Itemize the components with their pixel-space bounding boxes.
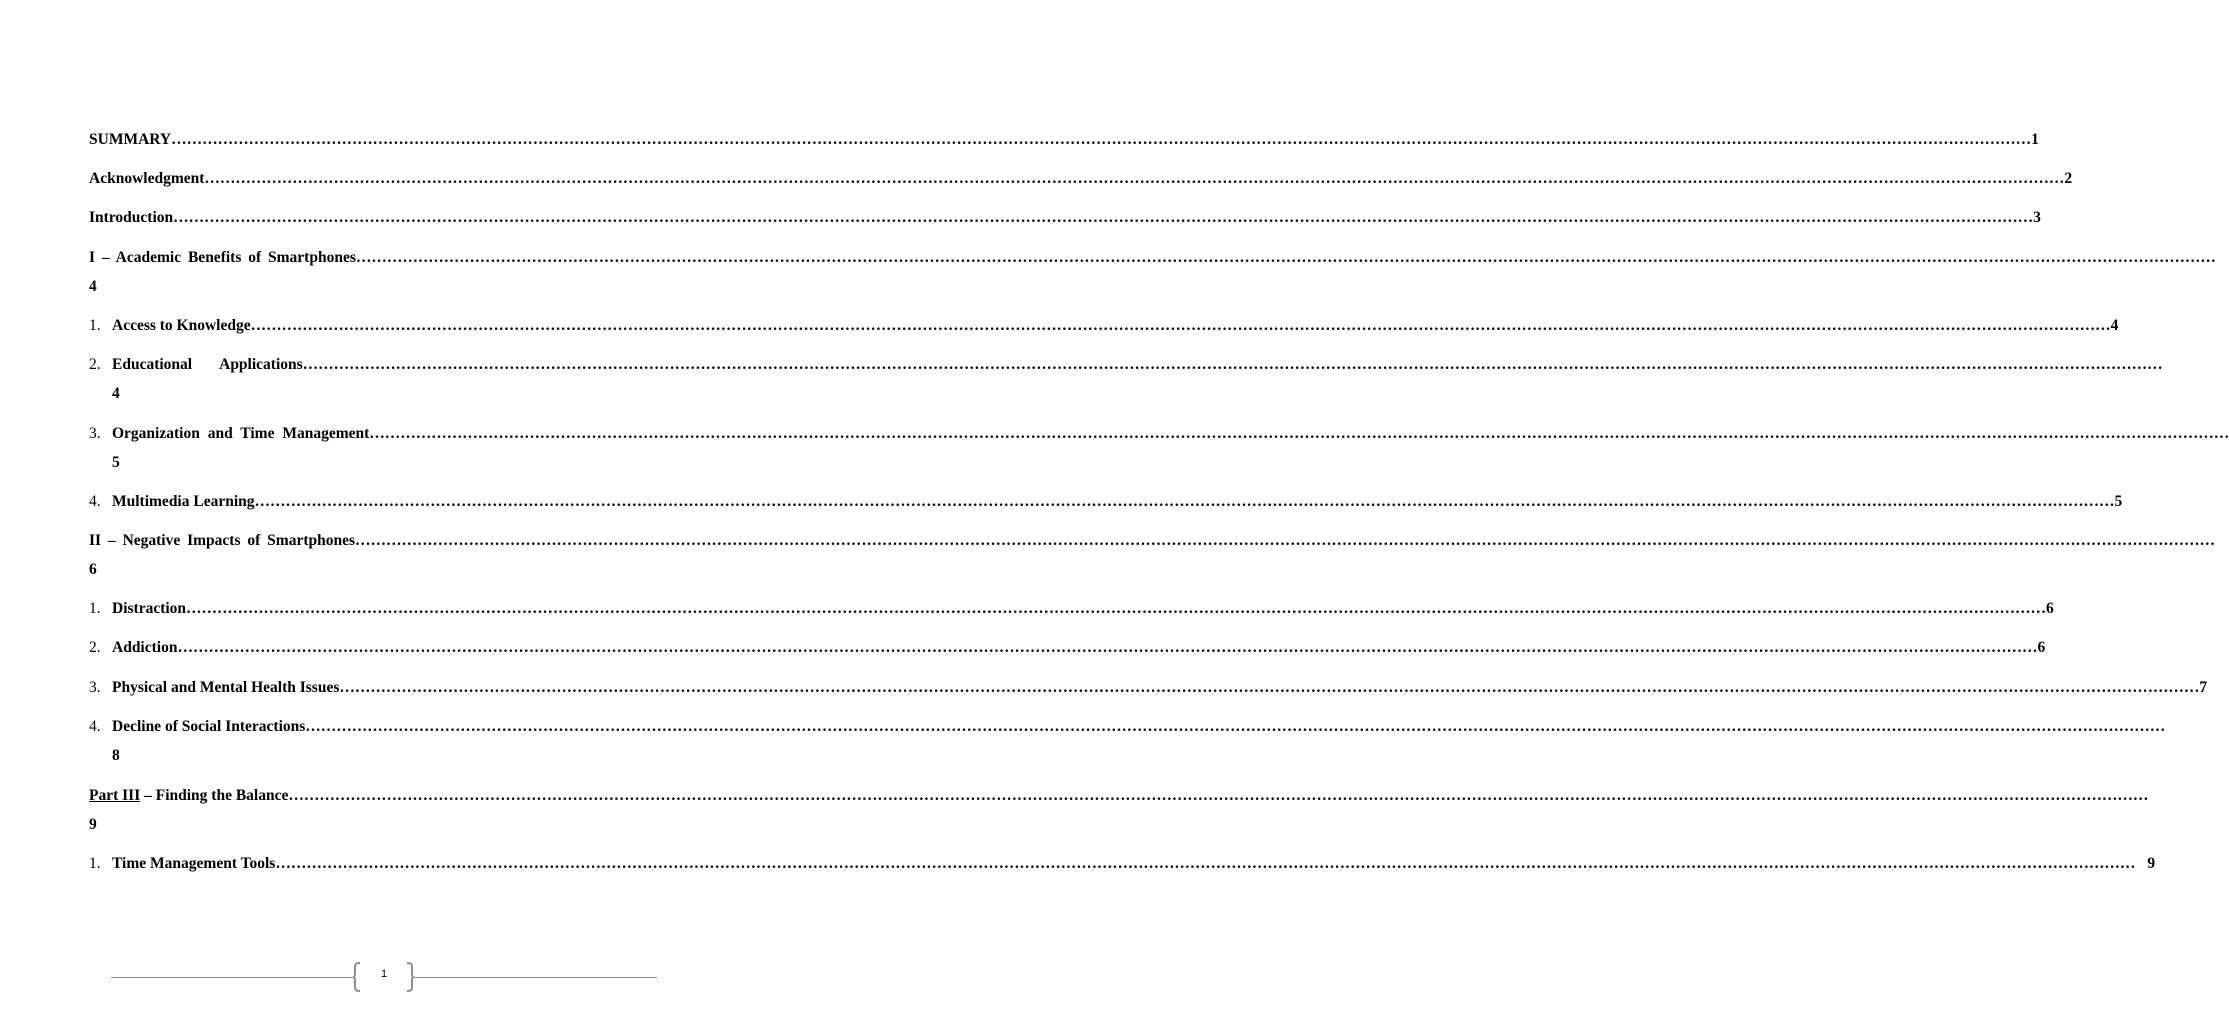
toc-part-title: – Finding the Balance (140, 787, 289, 804)
toc-leader-dots: ……………………………………………………………………………………………………………………………………………………………………………………………………………………………………………………………………………………………………………………………… (302, 356, 2163, 373)
toc-leader-dots: ……………………………………………………………………………………………………………………………………………………………………………………………………………………………………………………………………………………………………………………………… (339, 679, 2200, 696)
toc-item-number: 2. (89, 356, 101, 373)
toc-item-number: 2. (89, 639, 101, 656)
toc-leader-dots: ……………………………………………………………………………………………………………………………………………………………………………………………………………………………………………………………………………………………………………………………… (369, 425, 2229, 442)
toc-entry-label: I – Academic Benefits of Smartphones (89, 249, 356, 266)
toc-entry-label: Physical and Mental Health Issues (112, 679, 340, 696)
toc-leader-dots: ……………………………………………………………………………………………………………………………………………………………………………………………………………………………………………………………………………………………………………………………… (355, 532, 2216, 549)
toc-entry-page: 2 (2064, 170, 2073, 187)
toc-entry-page: 6 (2037, 639, 2046, 656)
toc-item-number: 3. (89, 679, 101, 696)
toc-subentry (89, 423, 2229, 474)
toc-entry-page: 5 (112, 454, 120, 471)
toc-entry-label: Decline of Social Interactions (112, 718, 306, 735)
toc-entry-label: SUMMARY (89, 131, 172, 148)
footer-rule-right (414, 977, 657, 978)
toc-leader-dots: ……………………………………………………………………………………………………………………………………………………………………………………………………………………………………………………………………………………………………………………………… (254, 493, 2115, 510)
toc-entry-page: 9 (89, 816, 97, 833)
toc-entry-acknowledgment (89, 168, 2073, 190)
toc-leader-dots: ……………………………………………………………………………………………………………………………………………………………………………………………………………………………………………………………………………………………………………………………… (250, 317, 2111, 334)
footer-rule-left (111, 977, 353, 978)
toc-item-number: 1. (89, 855, 101, 872)
page-number: 1 (380, 968, 388, 980)
toc-entry-part-1 (89, 247, 2216, 298)
toc-entry-label: Educational Applications (112, 356, 303, 373)
toc-item-number: 1. (89, 600, 101, 617)
toc-leader-dots: ……………………………………………………………………………………………………………………………………………………………………………………………………………………………………………………………………………………………………………………………… (186, 600, 2047, 617)
toc-subentry (89, 598, 2054, 620)
toc-entry-page: 9 (2147, 855, 2156, 872)
toc-subentry (89, 315, 2119, 337)
toc-entry-part-2 (89, 530, 2216, 581)
toc-part-prefix: Part III (89, 787, 141, 804)
toc-leader-dots: ……………………………………………………………………………………………………………………………………………………………………………………………………………………………………………………………………………………………………………………………… (177, 639, 2038, 656)
toc-entry-page: 5 (2114, 493, 2123, 510)
toc-entry-label: Introduction (89, 209, 174, 226)
toc-subentry (89, 716, 2166, 767)
toc-entry-introduction (89, 207, 2041, 229)
toc-entry-page: 7 (2199, 679, 2208, 696)
toc-leader-dots: ……………………………………………………………………………………………………………………………………………………………………………………………………………………………………………………………………………………………………………………………… (173, 209, 2034, 226)
toc-item-number: 1. (89, 317, 101, 334)
toc-item-number: 3. (89, 425, 101, 442)
toc-leader-dots: ……………………………………………………………………………………………………………………………………………………………………………………………………………………………………………………………………………………………………………………………… (305, 718, 2166, 735)
toc-entry-page: 6 (2046, 600, 2054, 617)
toc-subentry (89, 354, 2163, 405)
toc-entry-page: 6 (89, 561, 97, 578)
toc-entry-label: Organization and Time Management (112, 425, 370, 442)
toc-subentry (89, 677, 2208, 699)
left-bracket-icon (352, 962, 362, 992)
toc-entry-summary (89, 129, 2039, 151)
toc-entry-page: 8 (112, 747, 120, 764)
toc-entry-label: Access to Knowledge (112, 317, 251, 334)
toc-item-number: 4. (89, 493, 101, 510)
toc-entry-label: Distraction (112, 600, 187, 617)
toc-entry-label (89, 785, 288, 807)
toc-item-number: 4. (89, 718, 101, 735)
toc-leader-dots: ……………………………………………………………………………………………………………………………………………………………………………………………………………………………………………………………………………………………………………………………… (204, 170, 2065, 187)
toc-leader-dots: ……………………………………………………………………………………………………………………………………………………………………………………………………………………………………………………………………………………………………………………………… (355, 249, 2216, 266)
toc-leader-dots: ……………………………………………………………………………………………………………………………………………………………………………………………………………………………………………………………………………………………………………………………… (171, 131, 2032, 148)
toc-entry-page: 1 (2031, 131, 2039, 148)
toc-entry-label: Addiction (112, 639, 178, 656)
toc-subentry (89, 491, 2123, 513)
toc-leader-dots: ……………………………………………………………………………………………………………………………………………………………………………………………………………………………………………………………………………………………………………………………… (288, 787, 2149, 804)
toc-entry-page: 3 (2033, 209, 2041, 226)
toc-entry-label: II – Negative Impacts of Smartphones (89, 532, 356, 549)
toc-entry-page: 4 (2110, 317, 2119, 334)
toc-subentry (89, 853, 2156, 875)
toc-entry-page: 4 (89, 278, 97, 295)
toc-entry-part-3 (89, 785, 2149, 836)
toc-entry-label: Time Management Tools (112, 855, 276, 872)
toc-leader-dots: ……………………………………………………………………………………………………………………………………………………………………………………………………………………………………………………………………………………………………………………………… (275, 855, 2136, 872)
toc-entry-label: Acknowledgment (89, 170, 205, 187)
toc-entry-label: Multimedia Learning (112, 493, 255, 510)
toc-entry-page: 4 (112, 385, 120, 402)
toc-subentry (89, 637, 2046, 659)
